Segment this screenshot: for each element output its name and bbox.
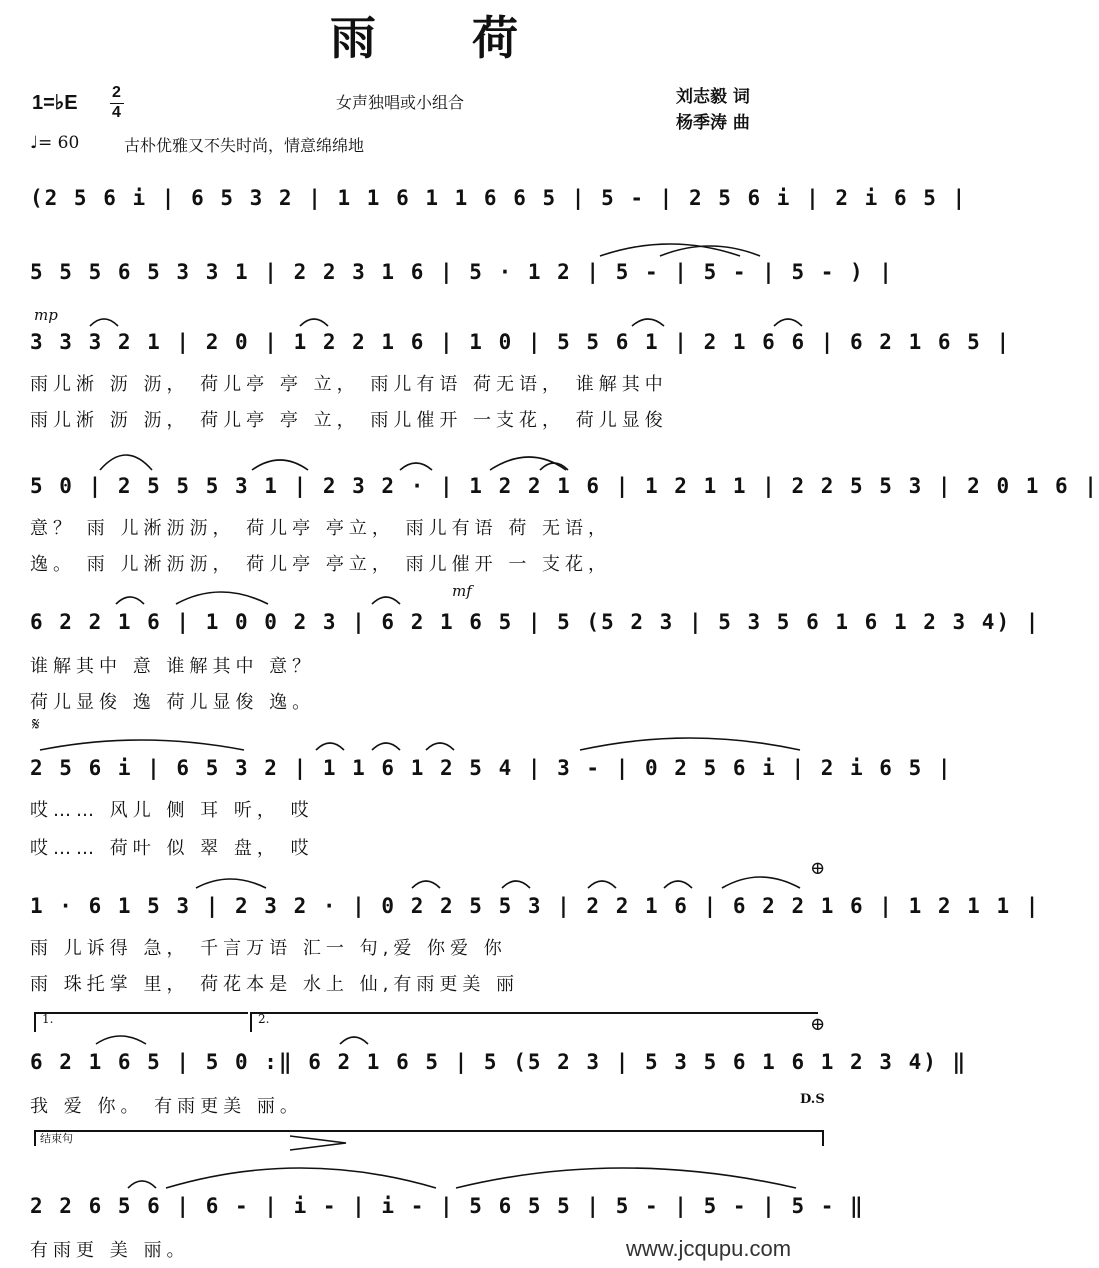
lyric-row-8: 我 爱 你。 有雨更美 丽。 [30, 1096, 303, 1117]
notation-row-6: 2 5 6 i | 6 5 3 2 | 1 1 6 1 2 5 4 | 3 - | 0 2 5 6 i | 2 i 6 5 | [30, 756, 953, 780]
lyric-row-4-verse-2: 逸。 雨 儿淅沥沥， 荷儿亭 亭立， 雨儿催开 一 支花， [30, 554, 612, 575]
lyric-row-4-verse-1: 意？ 雨 儿淅沥沥， 荷儿亭 亭立， 雨儿有语 荷 无语， [30, 518, 612, 539]
song-title: 雨 荷 [330, 11, 559, 65]
expression-text: 古朴优雅又不失时尚，情意绵绵地 [124, 136, 365, 155]
dal-segno-mark: D.S [800, 1092, 825, 1107]
lyric-row-6-verse-1: 哎…… 风儿 侧 耳 听， 哎 [30, 800, 314, 821]
volta-label-2: 2. [258, 1012, 270, 1026]
lyric-row-5-verse-1: 谁解其中 意 谁解其中 意？ [30, 656, 316, 677]
time-signature-bottom: 4 [112, 104, 121, 121]
notation-row-4: 5 0 | 2 5 5 5 3 1 | 2 3 2 · | 1 2 2 1 6 | 1 2 1 1 | 2 2 5 5 3 | 2 0 1 6 | [30, 474, 1099, 498]
composer-credit: 杨季涛 曲 [676, 113, 750, 133]
dynamic-mp: mp [34, 306, 58, 324]
lyricist-credit: 刘志毅 词 [676, 87, 750, 107]
lyric-row-6-verse-2: 哎…… 荷叶 似 翠 盘， 哎 [30, 838, 314, 859]
volta-label-1: 1. [42, 1012, 54, 1026]
time-signature-top: 2 [112, 84, 121, 101]
lyric-row-3-verse-2: 雨儿淅 沥 沥， 荷儿亭 亭 立， 雨儿催开 一支花， 荷儿显俊 [30, 410, 668, 431]
notation-row-2: 5 5 5 6 5 3 3 1 | 2 2 3 1 6 | 5 · 1 2 | 5 - | 5 - | 5 - ) | [30, 260, 894, 284]
notation-row-9: 2 2 6 5 6 | 6 - | i - | i - | 5 6 5 5 | 5 - | 5 - | 5 - ‖ [30, 1194, 865, 1218]
coda-sign-1: ⊕ [810, 858, 826, 879]
tempo-marking: ♩= 60 [30, 133, 80, 153]
lyric-row-7-verse-1: 雨 儿诉得 急， 千言万语 汇一 句,爱 你爱 你 [30, 938, 507, 959]
dynamic-mf: mf [452, 582, 472, 600]
notation-row-8: 6 2 1 6 5 | 5 0 :‖ 6 2 1 6 5 | 5 (5 2 3 | 5 3 5 6 1 6 1 2 3 4) ‖ [30, 1050, 968, 1074]
notation-row-5: 6 2 2 1 6 | 1 0 0 2 3 | 6 2 1 6 5 | 5 (5 2 3 | 5 3 5 6 1 6 1 2 3 4) | [30, 610, 1041, 634]
coda-sign-2: ⊕ [810, 1014, 826, 1035]
lyric-row-5-verse-2: 荷儿显俊 逸 荷儿显俊 逸。 [30, 692, 316, 713]
notation-row-3: 3 3 3 2 1 | 2 0 | 1 2 2 1 6 | 1 0 | 5 5 6 1 | 2 1 6 6 | 6 2 1 6 5 | [30, 330, 1012, 354]
ending-section-label: 结束句 [40, 1132, 73, 1145]
site-watermark: www.jcqupu.com [626, 1236, 792, 1261]
lyric-row-7-verse-2: 雨 珠托掌 里， 荷花本是 水上 仙,有雨更美 丽 [30, 974, 520, 995]
song-subtitle: 女声独唱或小组合 [336, 93, 465, 112]
segno-sign: 𝄋 [32, 714, 40, 735]
lyric-row-9: 有雨更 美 丽。 [30, 1240, 190, 1261]
lyric-row-3-verse-1: 雨儿淅 沥 沥， 荷儿亭 亭 立， 雨儿有语 荷无语， 谁解其中 [30, 374, 668, 395]
notation-row-7: 1 · 6 1 5 3 | 2 3 2 · | 0 2 2 5 5 3 | 2 2 1 6 | 6 2 2 1 6 | 1 2 1 1 | [30, 894, 1041, 918]
key-signature: 1=♭E [32, 92, 78, 114]
notation-row-1: (2 5 6 i | 6 5 3 2 | 1 1 6 1 1 6 6 5 | 5 - | 2 5 6 i | 2 i 6 5 | [30, 186, 968, 210]
